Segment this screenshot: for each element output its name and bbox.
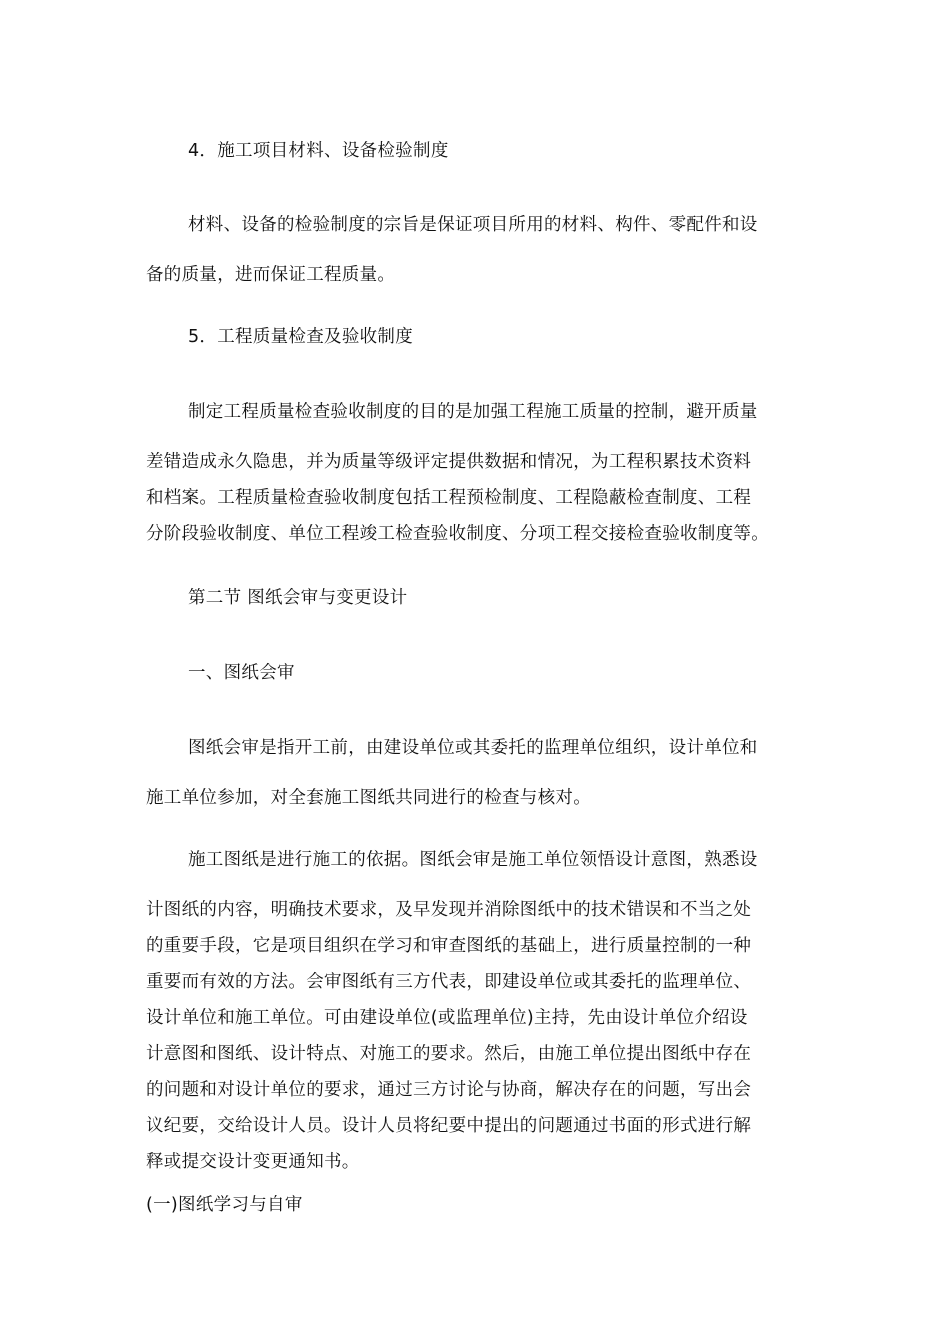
paragraph-line: 和档案。工程质量检查验收制度包括工程预检制度、工程隐蔽检查制度、工程 bbox=[146, 488, 752, 508]
paragraph-line: 的问题和对设计单位的要求，通过三方讨论与协商，解决存在的问题，写出会 bbox=[146, 1080, 752, 1100]
paragraph-line: 图纸会审是指开工前，由建设单位或其委托的监理单位组织，设计单位和 bbox=[188, 738, 758, 758]
paragraph-line: 计图纸的内容，明确技术要求，及早发现并消除图纸中的技术错误和不当之处 bbox=[146, 900, 752, 920]
sub-heading: (一)图纸学习与自审 bbox=[146, 1195, 303, 1215]
paragraph-line: 施工图纸是进行施工的依据。图纸会审是施工单位领悟设计意图，熟悉设 bbox=[188, 850, 758, 870]
heading-5: 5．工程质量检查及验收制度 bbox=[188, 327, 414, 347]
paragraph-line: 的重要手段，它是项目组织在学习和审查图纸的基础上，进行质量控制的一种 bbox=[146, 936, 752, 956]
paragraph-line: 材料、设备的检验制度的宗旨是保证项目所用的材料、构件、零配件和设 bbox=[188, 215, 758, 235]
paragraph-line: 释或提交设计变更通知书。 bbox=[146, 1152, 360, 1172]
paragraph-line: 备的质量，进而保证工程质量。 bbox=[146, 265, 396, 285]
paragraph-line: 差错造成永久隐患，并为质量等级评定提供数据和情况，为工程积累技术资料 bbox=[146, 452, 752, 472]
paragraph-line: 分阶段验收制度、单位工程竣工检查验收制度、分项工程交接检查验收制度等。 bbox=[146, 524, 769, 544]
heading-4: 4．施工项目材料、设备检验制度 bbox=[188, 141, 449, 161]
paragraph-line: 重要而有效的方法。会审图纸有三方代表，即建设单位或其委托的监理单位、 bbox=[146, 972, 752, 992]
section-heading: 第二节 图纸会审与变更设计 bbox=[188, 588, 408, 608]
subsection-heading: 一、图纸会审 bbox=[188, 663, 295, 683]
paragraph-line: 制定工程质量检查验收制度的目的是加强工程施工质量的控制，避开质量 bbox=[188, 402, 758, 422]
paragraph-line: 计意图和图纸、设计特点、对施工的要求。然后，由施工单位提出图纸中存在 bbox=[146, 1044, 752, 1064]
paragraph-line: 设计单位和施工单位。可由建设单位(或监理单位)主持，先由设计单位介绍设 bbox=[146, 1008, 748, 1028]
paragraph-line: 议纪要，交给设计人员。设计人员将纪要中提出的问题通过书面的形式进行解 bbox=[146, 1116, 752, 1136]
paragraph-line: 施工单位参加，对全套施工图纸共同进行的检查与核对。 bbox=[146, 788, 591, 808]
